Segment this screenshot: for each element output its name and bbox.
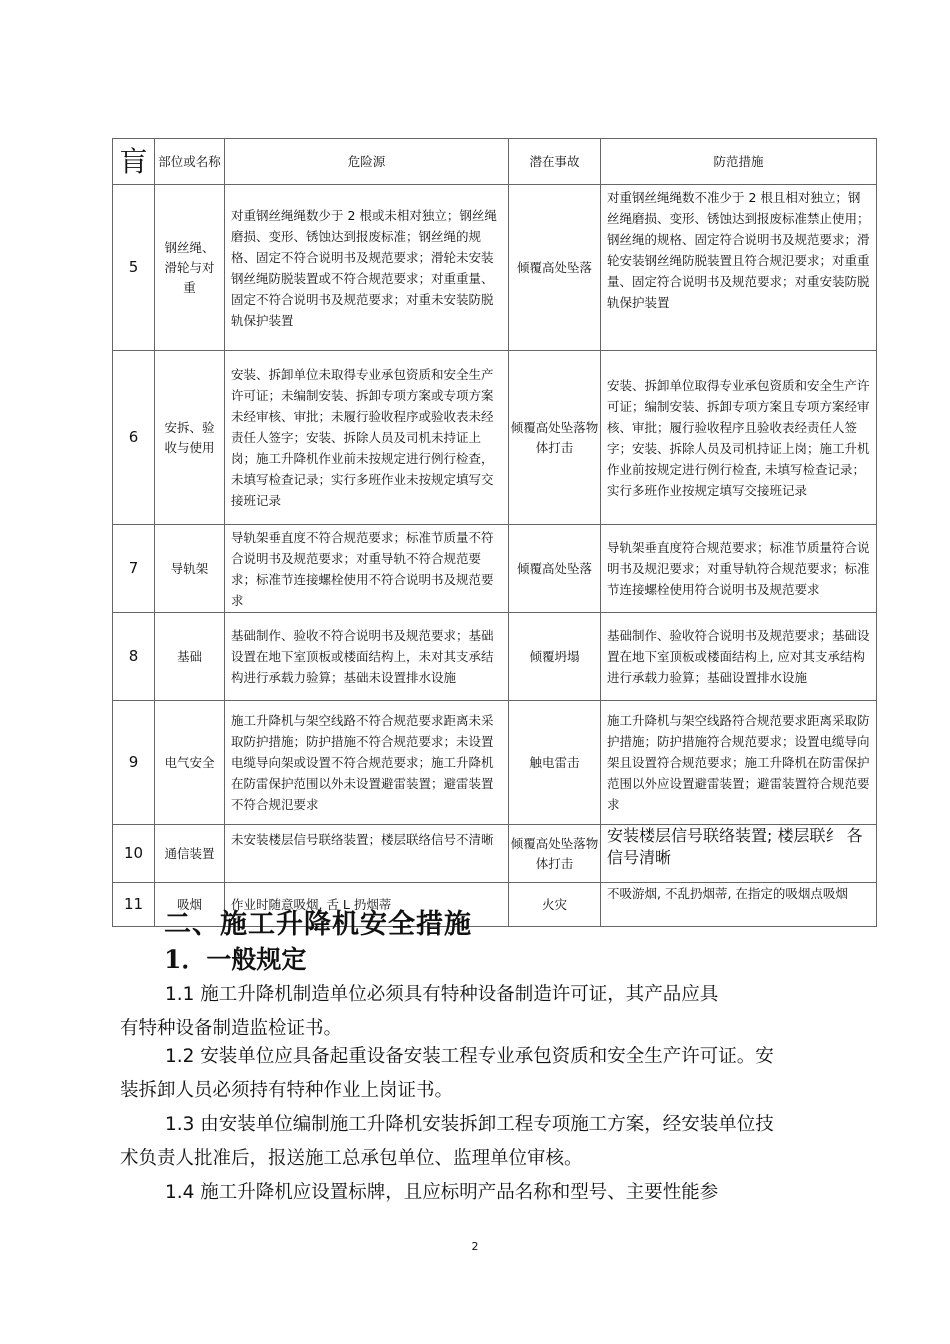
row-measure: 不吸游烟, 不乱扔烟蒂, 在指定的吸烟点吸烟	[601, 883, 877, 927]
table-row	[113, 613, 877, 701]
paragraph-first-line: 1.3 由安装单位编制施工升降机安装拆卸工程专项施工方案，经安装单位技	[165, 1114, 774, 1135]
paragraph	[120, 1108, 840, 1176]
header-accident: 潜在事故	[509, 139, 601, 185]
table-row	[113, 825, 877, 883]
table-row	[113, 185, 877, 351]
header-no: 肓	[113, 139, 155, 185]
paragraph	[120, 1176, 840, 1210]
row-accident: 倾覆高处坠落	[509, 525, 601, 613]
row-no: 10	[113, 825, 155, 883]
paragraph	[120, 978, 840, 1046]
header-part: 部位或名称	[155, 139, 225, 185]
row-no: 8	[113, 613, 155, 701]
row-measure: 导轨架垂直度符合规范要求；标准节质量符合说明书及规氾要求；对重导轨符合规范要求；标准节连接螺栓使用符合说明书及规范要求	[601, 525, 877, 613]
paragraph	[120, 1040, 840, 1108]
header-hazard: 危险源	[225, 139, 509, 185]
paragraph-first-line: 1.1 施工升降机制造单位必须具有特种设备制造许可证，其产品应具	[165, 984, 719, 1005]
paragraph-first-line: 1.4 施工升降机应设置标牌，且应标明产品名称和型号、主要性能参	[165, 1182, 719, 1203]
row-measure: 对重钢丝绳绳数不准少于 2 根且相对独立；钢丝绳磨损、变形、锈蚀达到报废标准禁止使用；钢丝绳的规格、固定符合说明书及规范要求；滑轮安装钢丝绳防脱装置且符合规氾要求；对重重量、固定符合说明书及规范要求；对重安装防脱轨保护装置	[601, 185, 877, 351]
row-hazard: 基础制作、验收不符合说明书及规范要求；基础设置在地下室顶板或楼面结构上，未对其支承结构进行承载力验算；基础未设置排水设施	[225, 613, 509, 701]
table-row	[113, 525, 877, 613]
row-hazard: 未安装楼层信号联络装置；楼层联络信号不清晰	[225, 825, 509, 883]
row-hazard: 安装、拆卸单位未取得专业承包资质和安全生产许可证；未编制安装、拆卸专项方案或专项方案未经审核、审批；未履行验收程序或验收表未经责任人签字；安装、拆除人员及司机未持证上岗；施工升降机作业前未按规定进行例行检查，未填写检查记录；实行多班作业未按规定填写交接班记录	[225, 351, 509, 525]
row-part: 钢丝绳、滑轮与对重	[155, 185, 225, 351]
row-measure: 施工升降机与架空线路符合规范要求距离采取防护措施；防护措施符合规范要求；设置电缆导向架且设置符合规范要求；施工升降机在防雷保护范围以外应设置避雷装置；避雷装置符合规范要求	[601, 701, 877, 825]
row-accident: 倾覆坍塌	[509, 613, 601, 701]
paragraph-continuation: 装拆卸人员必须持有特种作业上岗证书。	[120, 1080, 454, 1101]
row-no: 7	[113, 525, 155, 613]
row-no: 9	[113, 701, 155, 825]
paragraph-continuation: 有特种设备制造监检证书。	[120, 1018, 343, 1039]
row-part: 通信装置	[155, 825, 225, 883]
row-part: 吸烟	[155, 883, 225, 927]
row-no: 6	[113, 351, 155, 525]
row-measure: 安装楼层信号联络装置; 楼层联纟 各信号清晰	[601, 825, 877, 883]
row-part: 安拆、验收与使用	[155, 351, 225, 525]
row-hazard: 导轨架垂直度不符合规范要求；标准节质量不符合说明书及规范要求；对重导轨不符合规范要求；标准节连接螺栓使用不符合说明书及规范要求	[225, 525, 509, 613]
table-row	[113, 351, 877, 525]
row-accident: 倾覆高处坠落物体打击	[509, 825, 601, 883]
paragraph-first-line: 1.2 安装单位应具备起重设备安装工程专业承包资质和安全生产许可证。安	[165, 1046, 774, 1067]
table-header-row	[113, 139, 877, 185]
table-row	[113, 701, 877, 825]
row-measure: 安装、拆卸单位取得专业承包资质和安全生产许可证；编制安装、拆卸专项方案且专项方案经审核、审批；履行验收程序且验收表经责任人签字；安装、拆除人员及司机持证上岗；施工升机作业前按规定进行例行检査, 未填写检查记录；实行多班作业按规定填写交接班记录	[601, 351, 877, 525]
row-hazard: 对重钢丝绳绳数少于 2 根或未相对独立；钢丝绳磨损、变形、锈蚀达到报废标准；钢丝绳的规格、固定不符合说明书及规范要求；滑轮未安装钢丝绳防脱装置或不符合规范要求；对重重量、固定不符合说明书及规范要求；对重未安装防脱轨保护装置	[225, 185, 509, 351]
row-hazard: 作业时随意吸烟, 舌 L 扔烟蒂	[225, 883, 509, 927]
row-measure: 基础制作、验收符合说明书及规范要求；基础设置在地下室顶板或楼面结构上, 应对其支承结构进行承载力验算；基础设置排水设施	[601, 613, 877, 701]
row-hazard: 施工升降机与架空线路不符合规范要求距离未采取防护措施；防护措施不符合规范要求；未设置电缆导向架或设置不符合规范要求；施工升降机在防雷保护范围以外未设置避雷装置；避雷装置不符合规氾要求	[225, 701, 509, 825]
paragraph-continuation: 术负责人批准后，报送施工总承包单位、监理单位审核。	[120, 1148, 583, 1169]
row-no: 5	[113, 185, 155, 351]
row-accident: 倾覆高处坠落物体打击	[509, 351, 601, 525]
section-heading: 二、施工升降机安全措施	[164, 909, 472, 940]
row-no: 11	[113, 883, 155, 927]
sub-heading: 1．一般规定	[164, 945, 307, 974]
page-number: 2	[471, 1240, 479, 1253]
row-part: 基础	[155, 613, 225, 701]
row-accident: 触电雷击	[509, 701, 601, 825]
row-accident: 倾覆高处坠落	[509, 185, 601, 351]
header-measure: 防范措施	[601, 139, 877, 185]
risk-table	[112, 138, 877, 927]
row-part: 导轨架	[155, 525, 225, 613]
row-accident: 火灾	[509, 883, 601, 927]
row-part: 电气安全	[155, 701, 225, 825]
